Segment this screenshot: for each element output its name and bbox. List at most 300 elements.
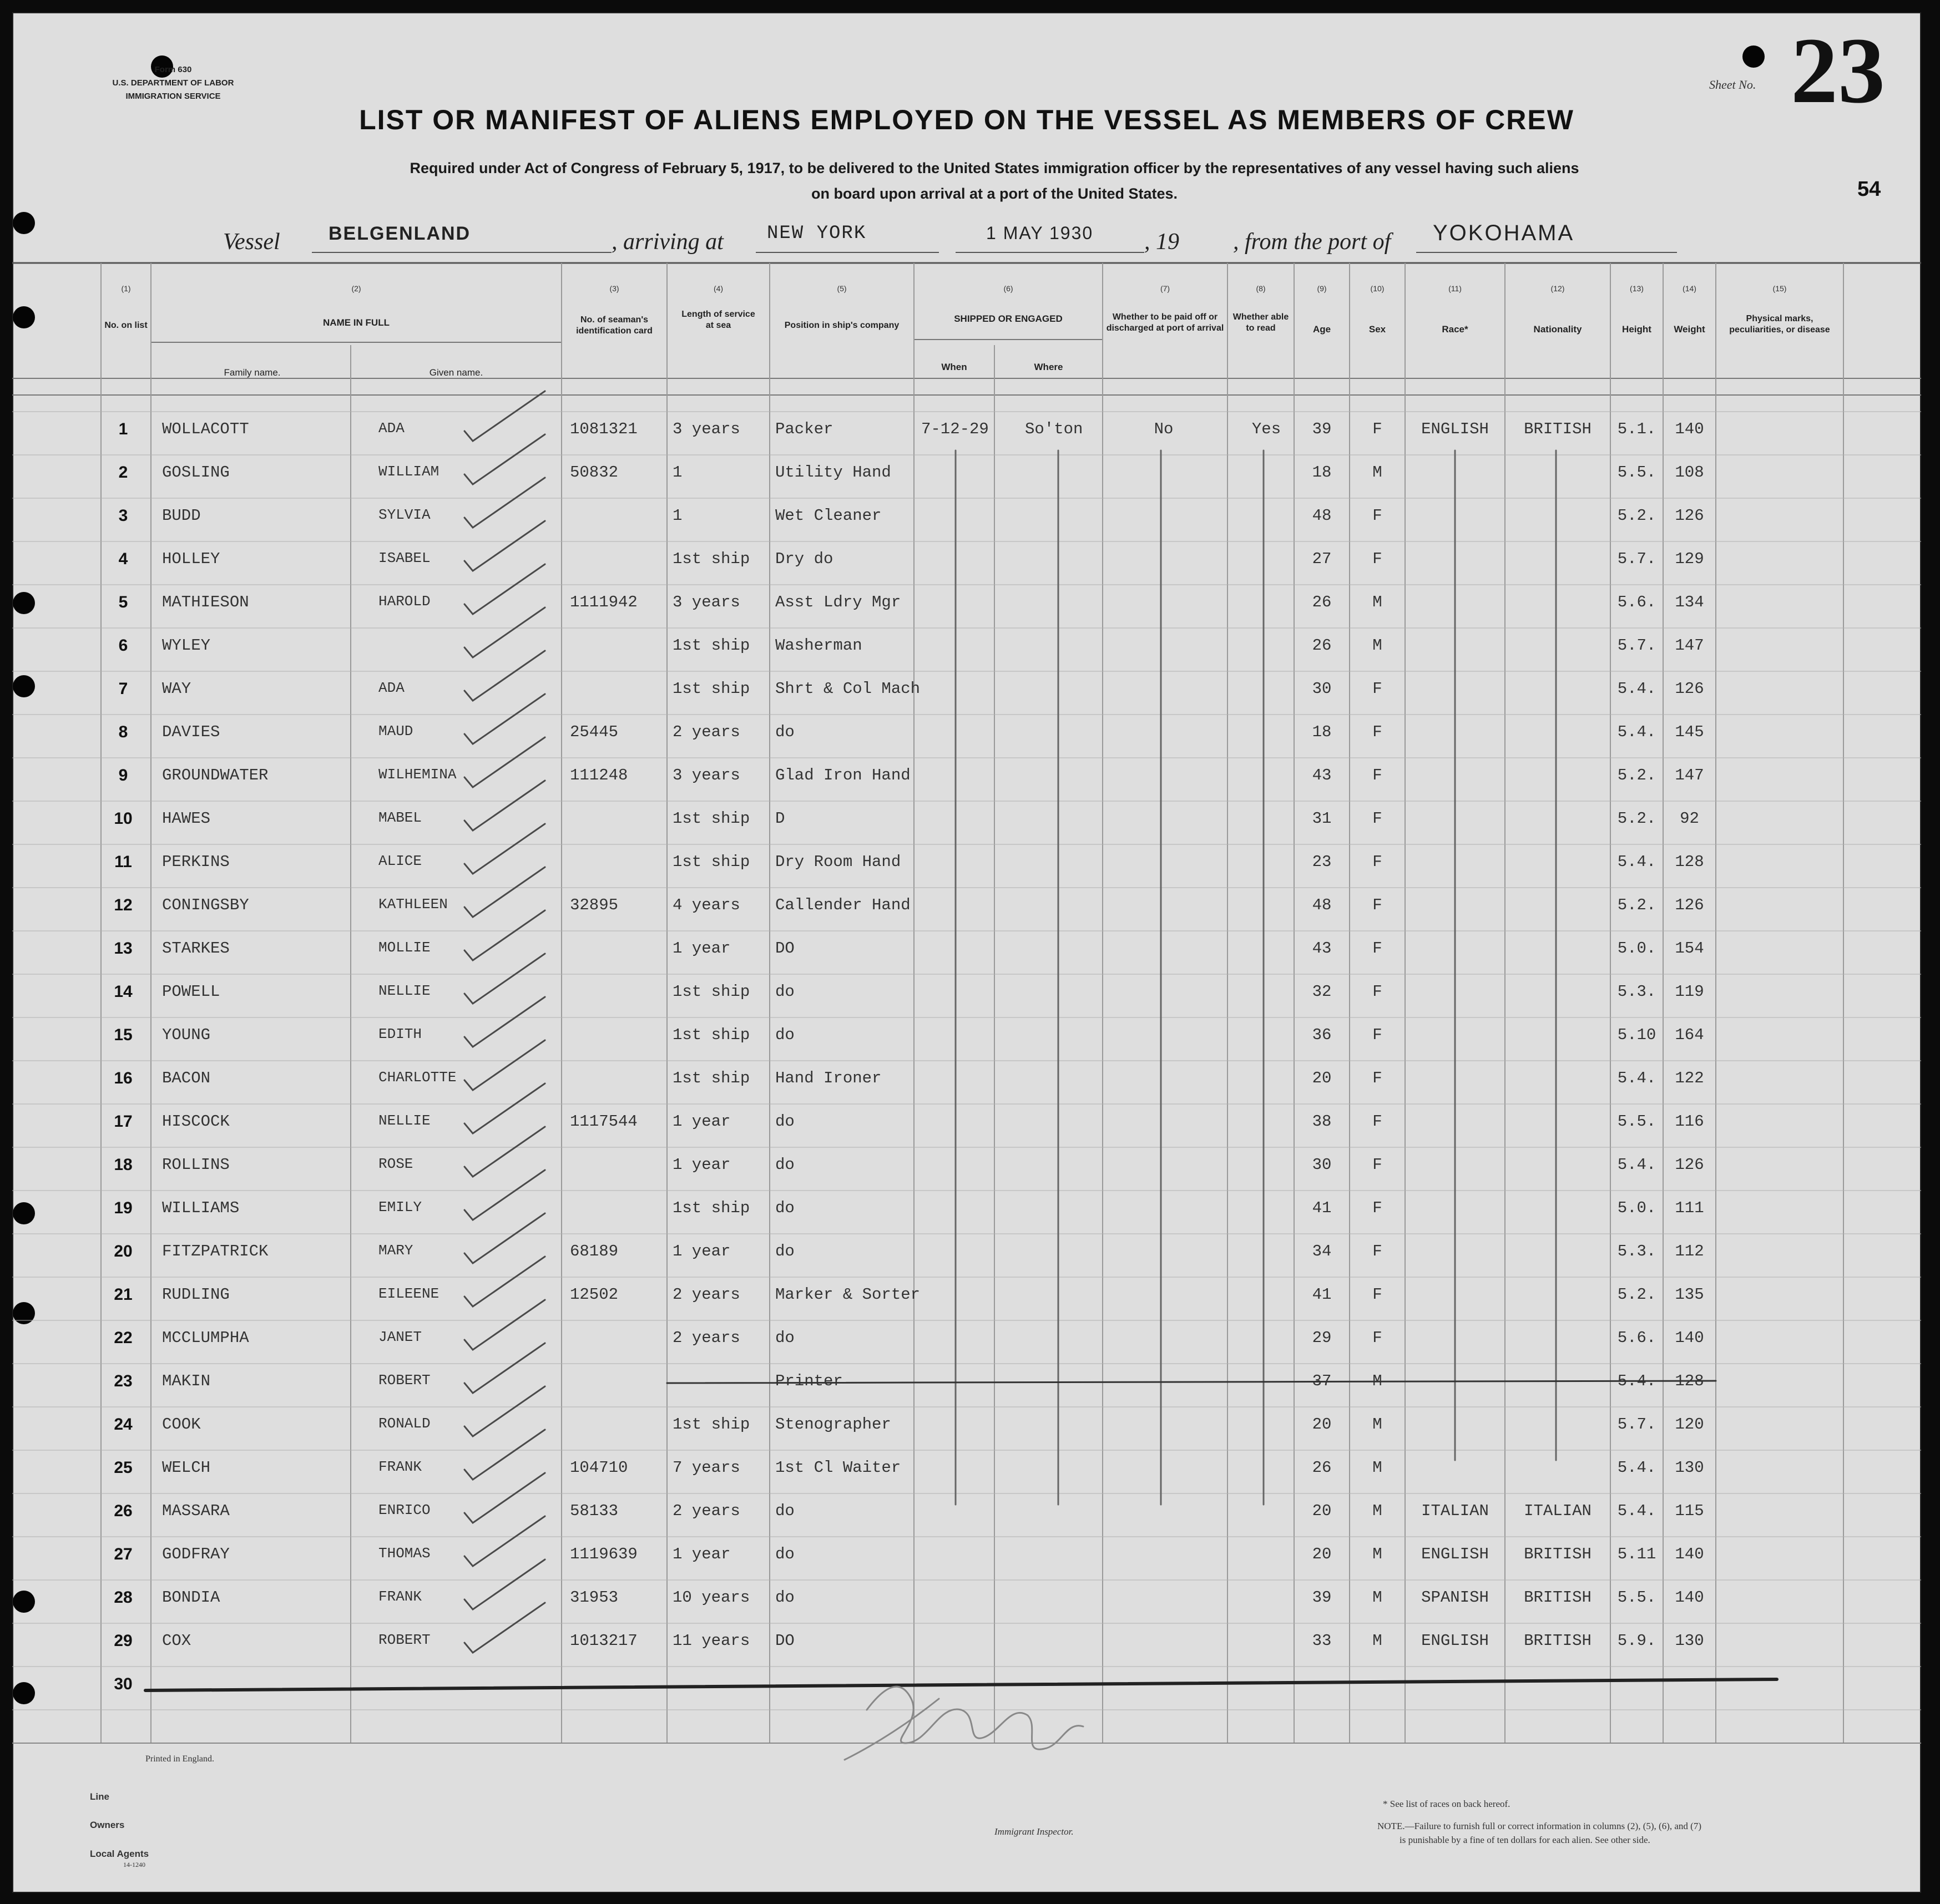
- cell-family: MASSARA: [162, 1502, 230, 1520]
- cell-weight: 145: [1675, 723, 1704, 741]
- cell-service: 2 years: [673, 723, 740, 741]
- cell-sex: M: [1372, 1459, 1382, 1477]
- cell-sex: M: [1372, 1372, 1382, 1390]
- cell-service: 2 years: [673, 1502, 740, 1520]
- document-title: LIST OR MANIFEST OF ALIENS EMPLOYED ON THE VESSEL AS MEMBERS OF CREW: [359, 104, 1574, 135]
- cell-age: 36: [1312, 1026, 1332, 1044]
- manifest-sheet: [12, 12, 1921, 1893]
- cell-height: 5.3.: [1617, 1242, 1656, 1260]
- col-11-number: (11): [1448, 284, 1462, 293]
- cell-service: 1st ship: [673, 1199, 750, 1217]
- cell-position: Shrt & Col Mach: [775, 680, 921, 698]
- col-4-label: Length of service at sea: [681, 310, 755, 330]
- cell-height: 5.2.: [1617, 1285, 1656, 1304]
- cell-family: BACON: [162, 1069, 211, 1087]
- cell-race: ENGLISH: [1421, 1545, 1489, 1563]
- vessel-label: Vessel: [223, 229, 280, 255]
- row-number: 24: [114, 1415, 133, 1434]
- row-number: 30: [114, 1675, 133, 1693]
- cell-age: 37: [1312, 1372, 1332, 1390]
- row-number: 13: [114, 939, 133, 958]
- cell-service: 1st ship: [673, 853, 750, 871]
- col-6-number: (6): [1003, 284, 1013, 293]
- cell-age: 20: [1312, 1069, 1332, 1087]
- col-5-number: (5): [837, 284, 847, 293]
- cell-height: 5.5.: [1617, 463, 1656, 482]
- page-number: 54: [1857, 178, 1881, 201]
- cell-position: do: [775, 1242, 795, 1260]
- printed-note: Printed in England.: [145, 1754, 214, 1764]
- cell-sex: F: [1372, 1026, 1382, 1044]
- local-agents-label: Local Agents: [90, 1849, 149, 1859]
- cell-given: ALICE: [378, 853, 422, 869]
- cell-age: 30: [1312, 680, 1332, 698]
- cell-age: 48: [1312, 507, 1332, 525]
- cell-nationality: BRITISH: [1524, 1588, 1592, 1607]
- col-7-number: (7): [1160, 284, 1170, 293]
- cell-weight: 130: [1675, 1632, 1704, 1650]
- cell-service: 11 years: [673, 1632, 750, 1650]
- cell-height: 5.4.: [1617, 1459, 1656, 1477]
- col-7-label: Whether to be paid off or discharged at port of arrival: [1106, 312, 1224, 333]
- arrival-date-stamp: 1 MAY 1930: [986, 223, 1094, 243]
- given-name-header: Given name.: [429, 367, 483, 378]
- cell-card: 32895: [570, 896, 619, 914]
- col-10-label: Sex: [1368, 324, 1386, 335]
- cell-height: 5.3.: [1617, 983, 1656, 1001]
- cell-age: 20: [1312, 1545, 1332, 1563]
- cell-given: JANET: [378, 1329, 422, 1345]
- cell-service: 10 years: [673, 1588, 750, 1607]
- cell-sex: F: [1372, 1329, 1382, 1347]
- cell-service: 1st ship: [673, 1415, 750, 1434]
- cell-family: GOSLING: [162, 463, 230, 482]
- owners-label: Owners: [90, 1820, 125, 1830]
- cell-weight: 140: [1675, 1545, 1704, 1563]
- cell-when: 7-12-29: [921, 420, 989, 438]
- cell-read: Yes: [1251, 420, 1281, 438]
- cell-given: KATHLEEN: [378, 896, 448, 913]
- cell-weight: 129: [1675, 550, 1704, 568]
- cell-sex: M: [1372, 463, 1382, 482]
- col-2-number: (2): [351, 284, 361, 293]
- cell-nationality: BRITISH: [1524, 1545, 1592, 1563]
- row-number: 1: [118, 420, 128, 438]
- cell-paid: No: [1154, 420, 1174, 438]
- cell-family: HISCOCK: [162, 1112, 230, 1131]
- cell-given: NELLIE: [378, 983, 431, 999]
- cell-sex: M: [1372, 1545, 1382, 1563]
- cell-sex: F: [1372, 1069, 1382, 1087]
- cell-age: 18: [1312, 463, 1332, 482]
- cell-family: WILLIAMS: [162, 1199, 240, 1217]
- cell-given: WILHEMINA: [378, 766, 457, 783]
- cell-service: 3 years: [673, 420, 740, 438]
- cell-family: CONINGSBY: [162, 896, 249, 914]
- row-number: 23: [114, 1372, 133, 1390]
- row-number: 28: [114, 1588, 133, 1607]
- cell-given: FRANK: [378, 1459, 422, 1475]
- cell-family: HOLLEY: [162, 550, 220, 568]
- arriving-label: , arriving at: [612, 229, 724, 255]
- cell-sex: F: [1372, 766, 1382, 784]
- cell-age: 43: [1312, 939, 1332, 958]
- col-9-number: (9): [1317, 284, 1327, 293]
- cell-service: 1st ship: [673, 809, 750, 828]
- cell-card: 31953: [570, 1588, 619, 1607]
- cell-age: 26: [1312, 593, 1332, 611]
- form-code: 14-1240: [123, 1861, 145, 1868]
- cell-given: ISABEL: [378, 550, 431, 566]
- row-number: 20: [114, 1242, 133, 1260]
- cell-service: 3 years: [673, 766, 740, 784]
- col-14-label: Weight: [1674, 324, 1705, 335]
- cell-family: ROLLINS: [162, 1156, 230, 1174]
- cell-family: GROUNDWATER: [162, 766, 269, 784]
- cell-weight: 108: [1675, 463, 1704, 482]
- cell-age: 41: [1312, 1285, 1332, 1304]
- col-3-label: No. of seaman's identification card: [576, 315, 653, 336]
- cell-given: HAROLD: [378, 593, 431, 610]
- cell-height: 5.6.: [1617, 1329, 1656, 1347]
- sheet-label: Sheet No.: [1709, 78, 1756, 92]
- cell-race: SPANISH: [1421, 1588, 1489, 1607]
- cell-weight: 164: [1675, 1026, 1704, 1044]
- cell-sex: F: [1372, 1242, 1382, 1260]
- cell-age: 26: [1312, 636, 1332, 655]
- cell-nationality: BRITISH: [1524, 1632, 1592, 1650]
- col-6-label: SHIPPED OR ENGAGED: [954, 313, 1063, 324]
- cell-card: 50832: [570, 463, 619, 482]
- cell-weight: 140: [1675, 1588, 1704, 1607]
- cell-position: Dry Room Hand: [775, 853, 901, 871]
- cell-family: BONDIA: [162, 1588, 220, 1607]
- cell-weight: 135: [1675, 1285, 1704, 1304]
- department-name: U.S. DEPARTMENT OF LABOR: [112, 78, 234, 88]
- row-number: 18: [114, 1156, 133, 1174]
- cell-position: Wet Cleaner: [775, 507, 882, 525]
- cell-given: SYLVIA: [378, 507, 431, 523]
- col-8-label: Whether able to read: [1232, 312, 1289, 333]
- cell-position: Callender Hand: [775, 896, 911, 914]
- cell-service: 1st ship: [673, 680, 750, 698]
- cell-family: COOK: [162, 1415, 201, 1434]
- cell-card: 1111942: [570, 593, 638, 611]
- cell-weight: 147: [1675, 636, 1704, 655]
- col-2-label: NAME IN FULL: [323, 317, 390, 328]
- cell-height: 5.4.: [1617, 1502, 1656, 1520]
- cell-given: EILEENE: [378, 1285, 439, 1302]
- cell-family: COX: [162, 1632, 191, 1650]
- cell-position: do: [775, 1112, 795, 1131]
- cell-height: 5.0.: [1617, 1199, 1656, 1217]
- cell-age: 20: [1312, 1415, 1332, 1434]
- cell-race: ITALIAN: [1421, 1502, 1489, 1520]
- cell-age: 41: [1312, 1199, 1332, 1217]
- row-number: 11: [114, 853, 132, 871]
- cell-height: 5.10: [1617, 1026, 1656, 1044]
- cell-age: 26: [1312, 1459, 1332, 1477]
- cell-sex: M: [1372, 1588, 1382, 1607]
- family-name-header: Family name.: [224, 367, 281, 378]
- cell-weight: 126: [1675, 507, 1704, 525]
- row-number: 27: [114, 1545, 133, 1563]
- arrival-port: NEW YORK: [767, 223, 867, 244]
- cell-given: MABEL: [378, 809, 422, 826]
- cell-weight: 119: [1675, 983, 1704, 1001]
- row-number: 22: [114, 1329, 133, 1347]
- cell-service: 1 year: [673, 1545, 731, 1563]
- cell-sex: F: [1372, 1199, 1382, 1217]
- cell-height: 5.2.: [1617, 809, 1656, 828]
- cell-position: 1st Cl Waiter: [775, 1459, 901, 1477]
- cell-sex: M: [1372, 1502, 1382, 1520]
- cell-age: 39: [1312, 1588, 1332, 1607]
- cell-service: 1st ship: [673, 1026, 750, 1044]
- cell-weight: 115: [1675, 1502, 1704, 1520]
- cell-family: YOUNG: [162, 1026, 211, 1044]
- cell-family: DAVIES: [162, 723, 220, 741]
- cell-weight: 112: [1675, 1242, 1704, 1260]
- cell-weight: 154: [1675, 939, 1704, 958]
- col-4-number: (4): [713, 284, 724, 293]
- cell-service: 3 years: [673, 593, 740, 611]
- row-number: 26: [114, 1502, 133, 1520]
- cell-given: NELLIE: [378, 1112, 431, 1129]
- cell-given: WILLIAM: [378, 463, 439, 480]
- row-number: 17: [114, 1112, 133, 1131]
- cell-given: RONALD: [378, 1415, 431, 1432]
- col-15-number: (15): [1772, 284, 1787, 293]
- cell-service: 1: [673, 507, 683, 525]
- cell-height: 5.1.: [1617, 420, 1656, 438]
- col-9-label: Age: [1312, 324, 1331, 335]
- cell-family: HAWES: [162, 809, 211, 828]
- cell-age: 38: [1312, 1112, 1332, 1131]
- cell-weight: 111: [1675, 1199, 1704, 1217]
- cell-card: 1013217: [570, 1632, 638, 1650]
- cell-given: ADA: [378, 420, 405, 437]
- races-note: * See list of races on back hereof.: [1383, 1799, 1510, 1809]
- cell-height: 5.2.: [1617, 896, 1656, 914]
- cell-height: 5.4.: [1617, 1069, 1656, 1087]
- cell-weight: 120: [1675, 1415, 1704, 1434]
- subtitle-line-1: Required under Act of Congress of February 5, 1917, to be delivered to the United States immigration officer by the representatives of any vessel having such aliens: [410, 160, 1579, 176]
- cell-service: 1 year: [673, 1112, 731, 1131]
- cell-sex: F: [1372, 550, 1382, 568]
- cell-weight: 134: [1675, 593, 1704, 611]
- row-number: 6: [118, 636, 128, 655]
- cell-family: MCCLUMPHA: [162, 1329, 249, 1347]
- cell-service: 2 years: [673, 1329, 740, 1347]
- cell-nationality: BRITISH: [1524, 420, 1592, 438]
- cell-height: 5.0.: [1617, 939, 1656, 958]
- cell-given: CHARLOTTE: [378, 1069, 457, 1086]
- row-number: 19: [114, 1199, 133, 1217]
- cell-weight: 126: [1675, 1156, 1704, 1174]
- cell-family: RUDLING: [162, 1285, 230, 1304]
- row-number: 25: [114, 1459, 133, 1477]
- cell-card: 68189: [570, 1242, 619, 1260]
- cell-service: 2 years: [673, 1285, 740, 1304]
- cell-race: ENGLISH: [1421, 420, 1489, 438]
- cell-position: do: [775, 983, 795, 1001]
- cell-weight: 126: [1675, 680, 1704, 698]
- row-number: 29: [114, 1632, 133, 1650]
- cell-card: 1119639: [570, 1545, 638, 1563]
- cell-given: EDITH: [378, 1026, 422, 1042]
- col-12-label: Nationality: [1533, 324, 1582, 335]
- cell-age: 34: [1312, 1242, 1332, 1260]
- cell-family: WYLEY: [162, 636, 211, 655]
- cell-height: 5.5.: [1617, 1588, 1656, 1607]
- cell-weight: 140: [1675, 420, 1704, 438]
- cell-weight: 116: [1675, 1112, 1704, 1131]
- cell-sex: M: [1372, 593, 1382, 611]
- inspector-label: Immigrant Inspector.: [994, 1826, 1074, 1837]
- cell-sex: F: [1372, 1156, 1382, 1174]
- row-number: 10: [114, 809, 133, 828]
- cell-position: Utility Hand: [775, 463, 891, 482]
- cell-given: THOMAS: [378, 1545, 431, 1562]
- cell-age: 27: [1312, 550, 1332, 568]
- cell-position: DO: [775, 1632, 795, 1650]
- cell-position: do: [775, 1329, 795, 1347]
- cell-position: do: [775, 1545, 795, 1563]
- cell-family: GODFRAY: [162, 1545, 230, 1563]
- cell-sex: F: [1372, 680, 1382, 698]
- cell-sex: M: [1372, 636, 1382, 655]
- cell-card: 104710: [570, 1459, 628, 1477]
- col-1-number: (1): [121, 284, 131, 293]
- col-12-number: (12): [1550, 284, 1565, 293]
- cell-weight: 128: [1675, 1372, 1704, 1390]
- cell-card: 25445: [570, 723, 619, 741]
- cell-position: do: [775, 1502, 795, 1520]
- cell-age: 43: [1312, 766, 1332, 784]
- row-number: 16: [114, 1069, 133, 1087]
- cell-weight: 126: [1675, 896, 1704, 914]
- cell-sex: M: [1372, 1415, 1382, 1434]
- col-13-number: (13): [1630, 284, 1644, 293]
- cell-age: 39: [1312, 420, 1332, 438]
- cell-position: do: [775, 1588, 795, 1607]
- cell-position: Glad Iron Hand: [775, 766, 911, 784]
- sheet-number: 23: [1791, 18, 1885, 123]
- cell-position: DO: [775, 939, 795, 958]
- cell-given: ROBERT: [378, 1632, 431, 1648]
- cell-position: do: [775, 723, 795, 741]
- where-header: Where: [1034, 362, 1063, 372]
- cell-given: ENRICO: [378, 1502, 431, 1518]
- col-1-label: No. on list: [104, 321, 148, 330]
- cell-age: 20: [1312, 1502, 1332, 1520]
- cell-family: MAKIN: [162, 1372, 211, 1390]
- cell-position: Washerman: [775, 636, 862, 655]
- cell-position: Stenographer: [775, 1415, 891, 1434]
- cell-sex: F: [1372, 723, 1382, 741]
- cell-service: 1st ship: [673, 636, 750, 655]
- cell-position: do: [775, 1156, 795, 1174]
- cell-sex: F: [1372, 939, 1382, 958]
- row-number: 4: [118, 550, 128, 568]
- cell-family: WOLLACOTT: [162, 420, 249, 438]
- cell-service: 1 year: [673, 1156, 731, 1174]
- cell-weight: 130: [1675, 1459, 1704, 1477]
- cell-height: 5.7.: [1617, 1415, 1656, 1434]
- cell-service: 7 years: [673, 1459, 740, 1477]
- line-label: Line: [90, 1791, 109, 1802]
- col-13-label: Height: [1622, 324, 1651, 335]
- cell-height: 5.7.: [1617, 636, 1656, 655]
- cell-service: 1: [673, 463, 683, 482]
- cell-given: EMILY: [378, 1199, 422, 1216]
- cell-where: So'ton: [1025, 420, 1083, 438]
- cell-height: 5.7.: [1617, 550, 1656, 568]
- cell-sex: F: [1372, 896, 1382, 914]
- cell-nationality: ITALIAN: [1524, 1502, 1592, 1520]
- cell-position: Hand Ironer: [775, 1069, 882, 1087]
- cell-service: 1 year: [673, 1242, 731, 1260]
- row-number: 8: [118, 723, 128, 741]
- cell-age: 23: [1312, 853, 1332, 871]
- cell-family: WAY: [162, 680, 191, 698]
- cell-given: FRANK: [378, 1588, 422, 1605]
- cell-age: 30: [1312, 1156, 1332, 1174]
- row-number: 15: [114, 1026, 133, 1044]
- cell-given: MARY: [378, 1242, 413, 1259]
- cell-given: ROBERT: [378, 1372, 431, 1389]
- cell-family: WELCH: [162, 1459, 211, 1477]
- cell-card: 1081321: [570, 420, 638, 438]
- row-number: 5: [118, 593, 128, 611]
- col-5-label: Position in ship's company: [784, 321, 900, 330]
- form-number: Form 630: [154, 65, 192, 74]
- cell-sex: F: [1372, 420, 1382, 438]
- cell-family: POWELL: [162, 983, 220, 1001]
- col-11-label: Race*: [1442, 324, 1468, 335]
- cell-age: 33: [1312, 1632, 1332, 1650]
- cell-family: FITZPATRICK: [162, 1242, 269, 1260]
- row-number: 7: [118, 680, 128, 698]
- vessel-name: BELGENLAND: [329, 223, 471, 244]
- cell-age: 48: [1312, 896, 1332, 914]
- cell-position: Asst Ldry Mgr: [775, 593, 901, 611]
- fine-note-line-2: is punishable by a fine of ten dollars for each alien. See other side.: [1400, 1835, 1650, 1845]
- col-14-number: (14): [1683, 284, 1696, 293]
- cell-given: ADA: [378, 680, 405, 696]
- cell-height: 5.4.: [1617, 680, 1656, 698]
- cell-sex: M: [1372, 1632, 1382, 1650]
- cell-position: Packer: [775, 420, 833, 438]
- cell-service: 1 year: [673, 939, 731, 958]
- cell-sex: F: [1372, 809, 1382, 828]
- subtitle-line-2: on board upon arrival at a port of the United States.: [811, 185, 1178, 202]
- row-number: 12: [114, 896, 133, 914]
- cell-age: 29: [1312, 1329, 1332, 1347]
- cell-position: Marker & Sorter: [775, 1285, 921, 1304]
- cell-sex: F: [1372, 507, 1382, 525]
- row-number: 2: [118, 463, 128, 482]
- cell-weight: 122: [1675, 1069, 1704, 1087]
- cell-service: 1st ship: [673, 983, 750, 1001]
- departure-port: YOKOHAMA: [1433, 221, 1575, 245]
- cell-height: 5.2.: [1617, 507, 1656, 525]
- cell-age: 18: [1312, 723, 1332, 741]
- col-8-number: (8): [1256, 284, 1266, 293]
- cell-height: 5.6.: [1617, 593, 1656, 611]
- cell-service: 1st ship: [673, 1069, 750, 1087]
